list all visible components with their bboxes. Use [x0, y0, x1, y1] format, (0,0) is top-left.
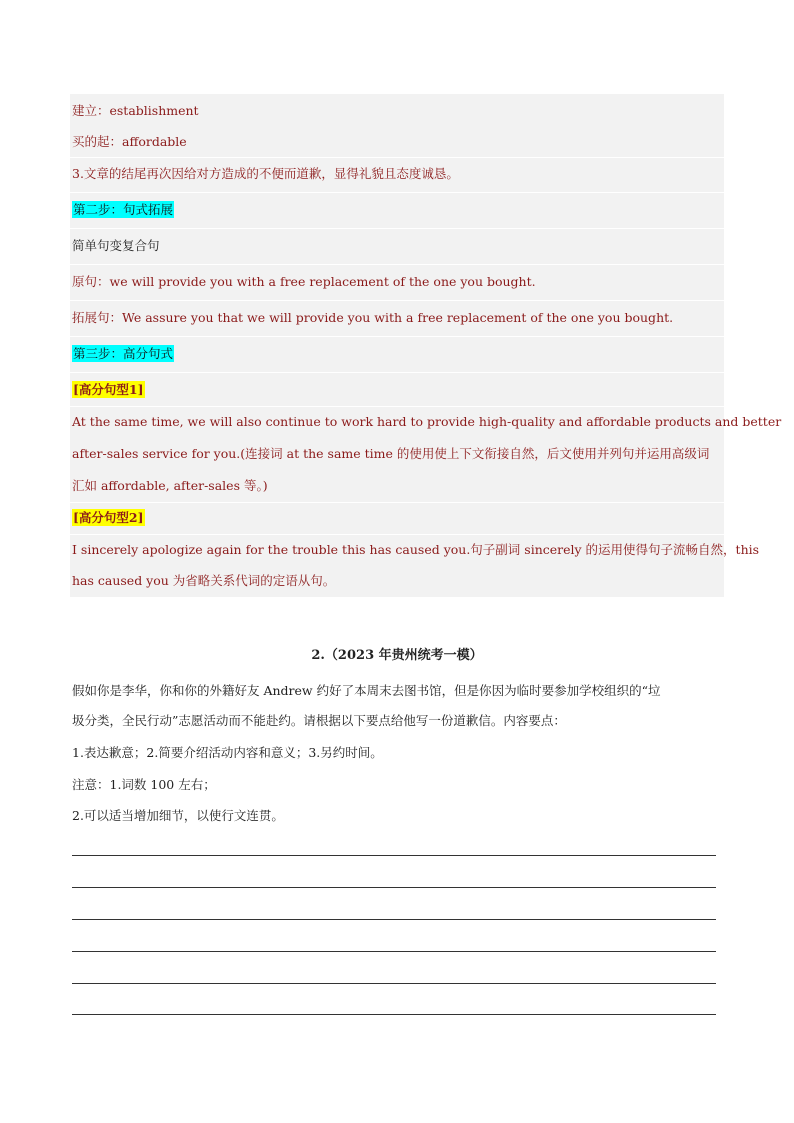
pattern2-line-2: has caused you 为省略关系代词的定语从句。 — [72, 573, 336, 588]
row-divider — [70, 502, 724, 503]
step2-heading — [72, 201, 174, 219]
row-divider — [70, 157, 724, 158]
pattern1-line-1: At the same time, we will also continue to work hard to provide high-quality and affordable products and better — [72, 414, 782, 429]
answer-line — [72, 983, 716, 984]
expanded-sentence: 拓展句：We assure you that we will provide you with a free replacement of the one you bought. — [72, 310, 674, 325]
row-divider — [70, 406, 724, 407]
pattern1-line-2: after-sales service for you.(连接词 at the same time 的使用使上下文衔接自然，后文使用并列句并运用高级词 — [72, 446, 710, 461]
row-divider — [70, 192, 724, 193]
step3-heading — [72, 345, 174, 363]
question-note-1: 注意：1.词数 100 左右； — [72, 777, 216, 792]
vocab-affordable: 买的起：affordable — [72, 134, 187, 149]
original-sentence: 原句：we will provide you with a free replacement of the one you bought. — [72, 274, 536, 289]
row-divider — [70, 372, 724, 373]
row-divider — [70, 228, 724, 229]
pattern1-heading — [72, 381, 145, 399]
answer-line — [72, 951, 716, 952]
pattern2-label: [高分句型2] — [73, 510, 144, 525]
answer-line — [72, 855, 716, 856]
question-title: 2.（2023 年贵州统考一模） — [311, 648, 483, 663]
step2-subtitle: 简单句变复合句 — [72, 238, 160, 253]
vocab-establishment: 建立：establishment — [72, 103, 199, 118]
answer-line — [72, 1014, 716, 1015]
step3-label: 第三步：高分句式 — [73, 346, 174, 361]
question-note-2: 2.可以适当增加细节，以使行文连贯。 — [72, 808, 284, 823]
row-divider — [70, 264, 724, 265]
pattern2-heading — [72, 509, 145, 527]
pattern1-label: [高分句型1] — [73, 382, 144, 397]
pattern2-line-1: I sincerely apologize again for the trouble this has caused you.句子副词 sincerely 的运用使得句子流畅自然，this — [72, 542, 760, 557]
answer-line — [72, 887, 716, 888]
row-divider — [70, 534, 724, 535]
question-prompt-line-2: 圾分类，全民行动”志愿活动而不能赴约。请根据以下要点给他写一份道歉信。内容要点： — [72, 713, 566, 728]
row-divider — [70, 336, 724, 337]
question-prompt-line-1: 假如你是李华，你和你的外籍好友 Andrew 约好了本周末去图书馆，但是你因为临时要参加学校组织的“垃 — [72, 683, 661, 698]
pattern1-line-3: 汇如 affordable, after-sales 等。) — [72, 478, 268, 493]
answer-line — [72, 919, 716, 920]
analysis-point-3: 3.文章的结尾再次因给对方造成的不便而道歉，显得礼貌且态度诚恳。 — [72, 166, 459, 181]
question-points: 1.表达歉意；2.简要介绍活动内容和意义；3.另约时间。 — [72, 745, 383, 760]
step2-label: 第二步：句式拓展 — [73, 202, 174, 217]
row-divider — [70, 300, 724, 301]
